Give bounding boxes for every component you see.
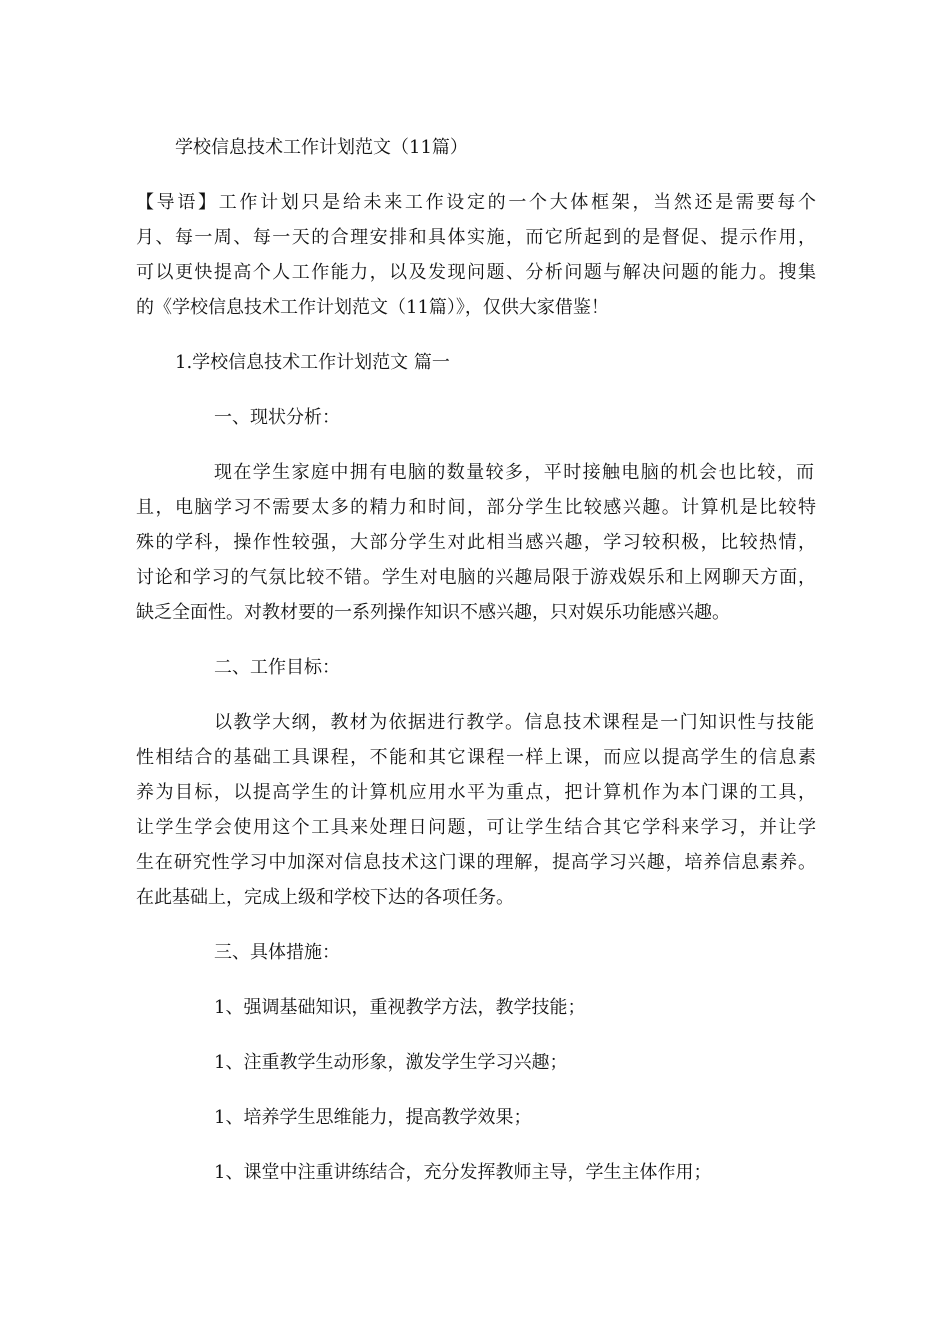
paragraph-line: 现在学生家庭中拥有电脑的数量较多，平时接触电脑的机会也比较，而 bbox=[214, 462, 814, 483]
paragraph-line: 性相结合的基础工具课程，不能和其它课程一样上课，而应以提高学生的信息素 bbox=[136, 747, 816, 768]
document-title: 学校信息技术工作计划范文（11篇） bbox=[175, 137, 468, 158]
measure-item: 1、培养学生思维能力，提高教学效果； bbox=[214, 1107, 532, 1128]
intro-line: 可以更快提高个人工作能力，以及发现问题、分析问题与解决问题的能力。搜集 bbox=[136, 262, 816, 283]
measure-item: 1、强调基础知识，重视教学方法，教学技能； bbox=[214, 997, 586, 1018]
heading-status-analysis: 一、现状分析： bbox=[214, 407, 340, 428]
paragraph-line: 养为目标，以提高学生的计算机应用水平为重点，把计算机作为本门课的工具， bbox=[136, 782, 816, 803]
heading-work-goals: 二、工作目标： bbox=[214, 657, 340, 678]
paragraph-line: 殊的学科，操作性较强，大部分学生对此相当感兴趣，学习较积极，比较热情， bbox=[136, 532, 816, 553]
paragraph-line: 讨论和学习的气氛比较不错。学生对电脑的兴趣局限于游戏娱乐和上网聊天方面， bbox=[136, 567, 816, 588]
intro-line: 月、每一周、每一天的合理安排和具体实施，而它所起到的是督促、提示作用， bbox=[136, 227, 816, 248]
measure-item: 1、课堂中注重讲练结合，充分发挥教师主导，学生主体作用； bbox=[214, 1162, 712, 1183]
paragraph-line: 生在研究性学习中加深对信息技术这门课的理解，提高学习兴趣，培养信息素养。 bbox=[136, 852, 816, 873]
paragraph-line: 缺乏全面性。对教材要的一系列操作知识不感兴趣，只对娱乐功能感兴趣。 bbox=[136, 602, 730, 623]
intro-line: 的《学校信息技术工作计划范文（11篇）》，仅供大家借鉴！ bbox=[136, 297, 609, 318]
measure-item: 1、注重教学生动形象，激发学生学习兴趣； bbox=[214, 1052, 568, 1073]
heading-measures: 三、具体措施： bbox=[214, 942, 340, 963]
paragraph-line: 且，电脑学习不需要太多的精力和时间，部分学生比较感兴趣。计算机是比较特 bbox=[136, 497, 816, 518]
paragraph-line: 以教学大纲，教材为依据进行教学。信息技术课程是一门知识性与技能 bbox=[214, 712, 814, 733]
paragraph-line: 让学生学会使用这个工具来处理日问题，可让学生结合其它学科来学习，并让学 bbox=[136, 817, 816, 838]
paragraph-line: 在此基础上，完成上级和学校下达的各项任务。 bbox=[136, 887, 514, 908]
intro-line: 【导语】工作计划只是给未来工作设定的一个大体框架，当然还是需要每个 bbox=[136, 192, 816, 213]
section-title: 1.学校信息技术工作计划范文 篇一 bbox=[175, 352, 450, 373]
